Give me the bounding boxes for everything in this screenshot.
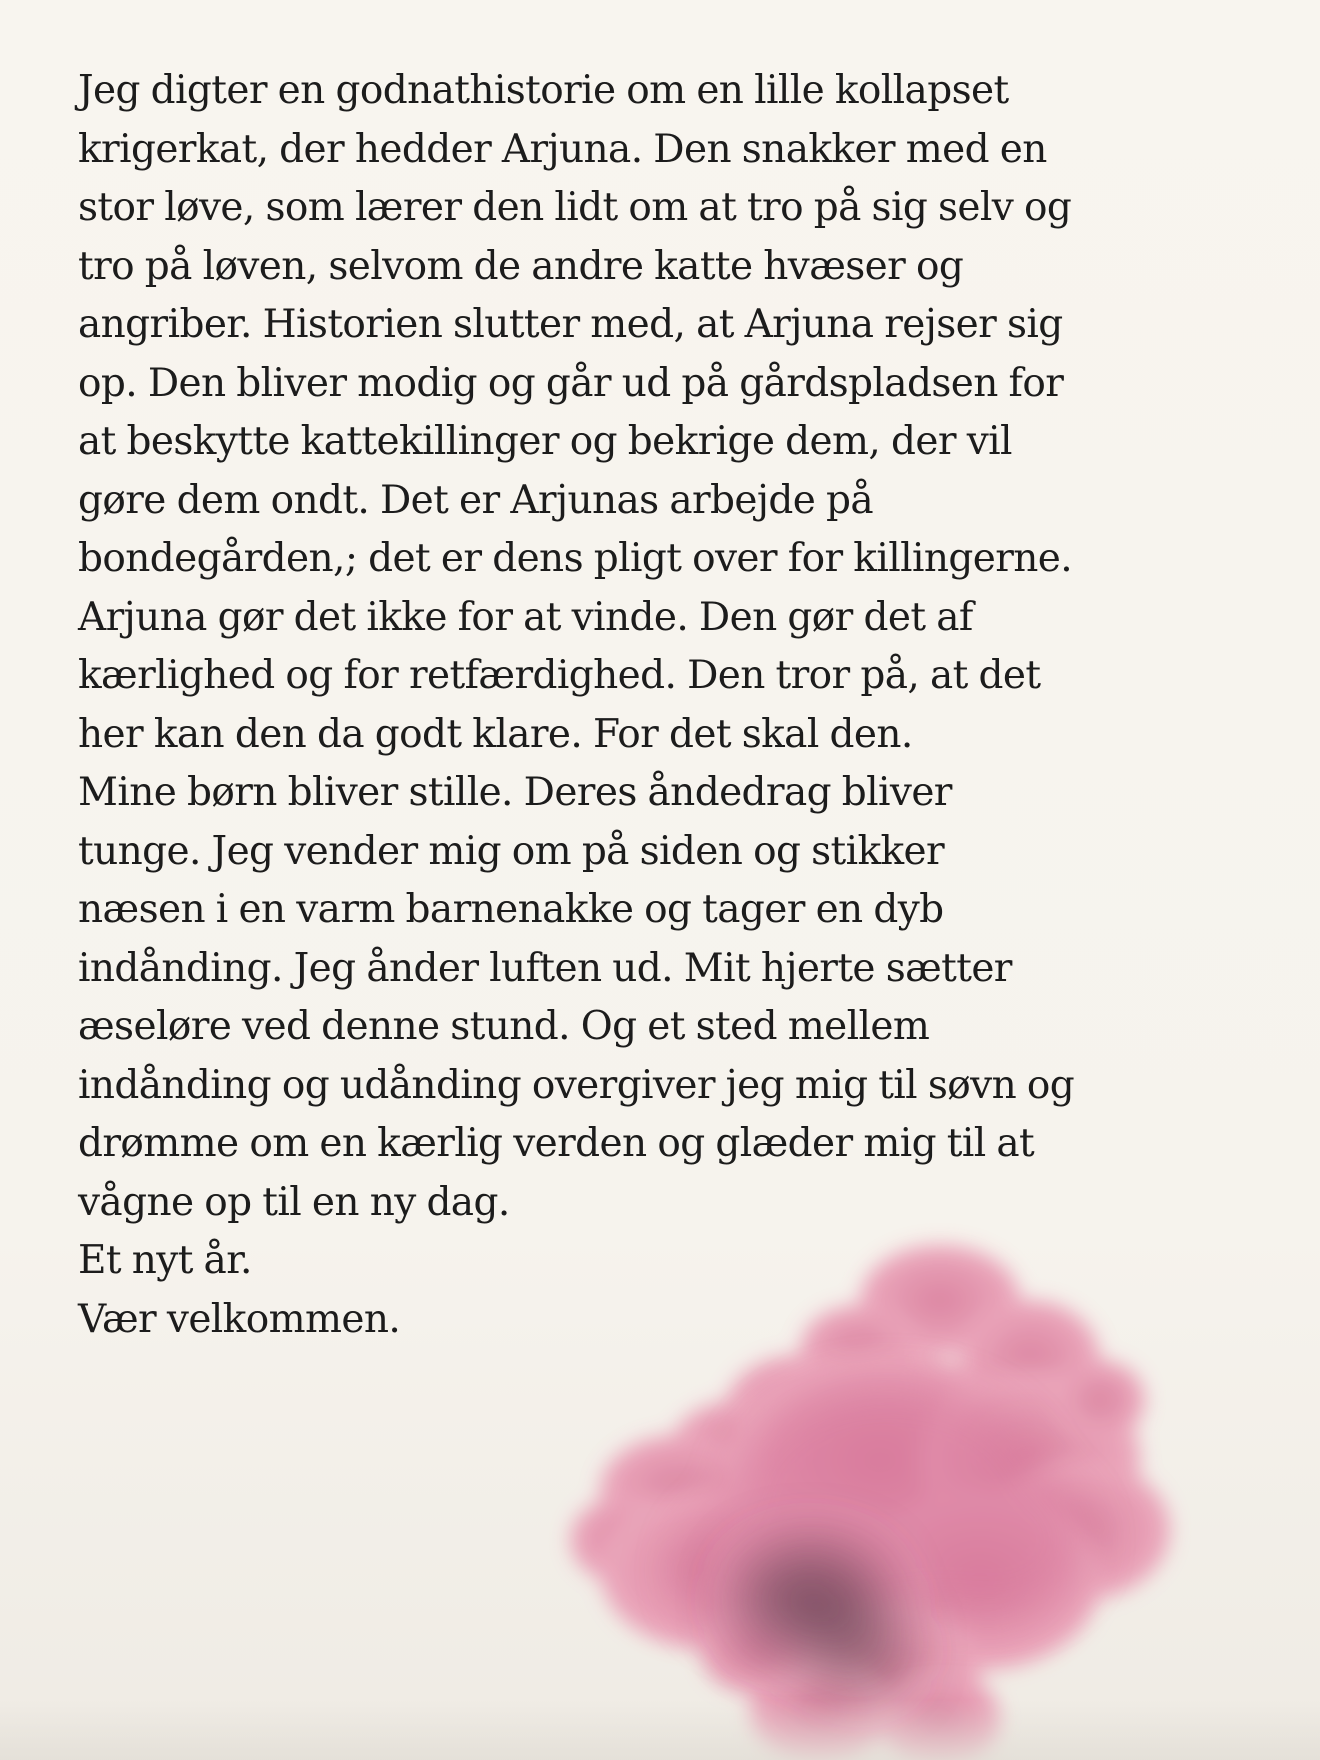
story-line: op. Den bliver modig og går ud på gårdspladsen for — [78, 360, 1064, 406]
story-line: Arjuna gør det ikke for at vinde. Den gør det af — [78, 594, 973, 640]
story-line: gøre dem ondt. Det er Arjunas arbejde på — [78, 477, 874, 523]
story-line: Vær velkommen. — [78, 1296, 401, 1342]
story-line: at beskytte kattekillinger og bekrige dem, der vil — [78, 419, 1012, 464]
story-line: stor løve, som lærer den lidt om at tro på sig selv og — [78, 185, 1072, 230]
story-line: krigerkat, der hedder Arjuna. Den snakker med en — [78, 126, 1047, 172]
story-line: Jeg digter en godnathistorie om en lille kollapset — [78, 68, 1009, 113]
story-text — [78, 62, 1278, 1349]
story-line: angriber. Historien slutter med, at Arjuna rejser sig — [78, 302, 1063, 347]
pink-smoke-cloud-icon — [560, 1240, 1260, 1760]
story-line: æseløre ved denne stund. Og et sted mellem — [78, 1004, 930, 1049]
story-line: Et nyt år. — [78, 1238, 252, 1283]
story-line: drømme om en kærlig verden og glæder mig til at — [78, 1121, 1035, 1166]
story-line: tro på løven, selvom de andre katte hvæser og — [78, 243, 964, 289]
story-line: indånding og udånding overgiver jeg mig til søvn og — [78, 1062, 1075, 1108]
story-line: næsen i en varm barnenakke og tager en dyb — [78, 887, 944, 932]
story-line: Mine børn bliver stille. Deres åndedrag bliver — [78, 770, 952, 815]
story-line: indånding. Jeg ånder luften ud. Mit hjerte sætter — [78, 945, 1012, 991]
story-line: bondegården,; det er dens pligt over for killingerne. — [78, 536, 1073, 581]
story-line: her kan den da godt klare. For det skal den. — [78, 711, 913, 757]
story-line: kærlighed og for retfærdighed. Den tror på, at det — [78, 653, 1041, 698]
bottom-shade — [0, 1700, 1320, 1760]
story-line: vågne op til en ny dag. — [78, 1179, 510, 1225]
story-line: tunge. Jeg vender mig om på siden og stikker — [78, 828, 945, 874]
